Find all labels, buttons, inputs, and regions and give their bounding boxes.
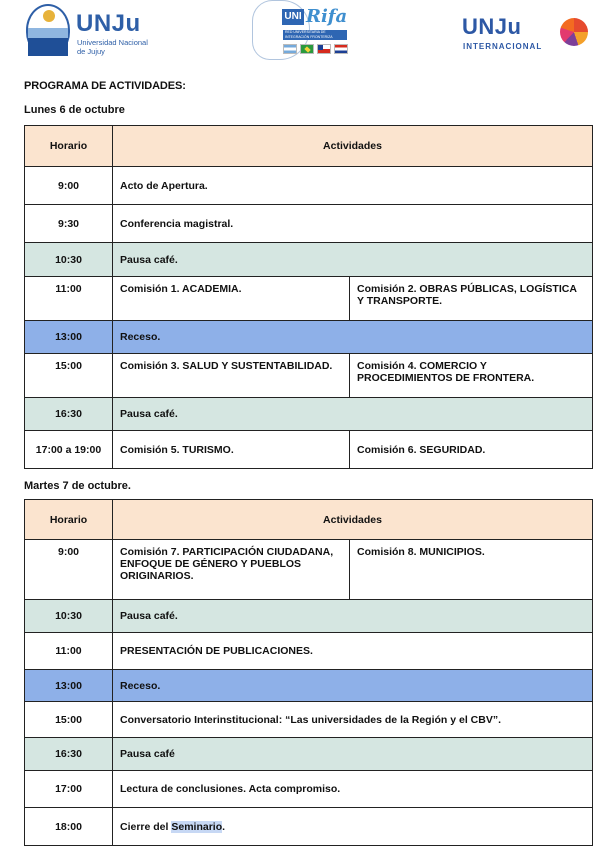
row-time: 15:00	[25, 354, 113, 398]
table-row	[25, 398, 593, 431]
table-row	[25, 702, 593, 738]
table-row	[25, 354, 593, 398]
table-row	[25, 738, 593, 771]
table-row	[25, 540, 593, 600]
row-commission-left: Comisión 3. SALUD Y SUSTENTABILIDAD.	[113, 354, 350, 398]
row-commission-left: Comisión 7. PARTICIPACIÓN CIUDADANA, ENFOQUE DE GÉNERO Y PUEBLOS ORIGINARIOS.	[113, 540, 350, 600]
table-row	[25, 321, 593, 354]
table-row	[25, 277, 593, 321]
unju-logo-subtitle: Universidad Nacional de Jujuy	[77, 38, 148, 56]
unju-logo-name: UNJu	[76, 10, 141, 37]
row-commission-right: Comisión 4. COMERCIO Y PROCEDIMIENTOS DE FRONTERA.	[350, 354, 593, 398]
table-row	[25, 243, 593, 277]
university-seal-icon	[26, 4, 70, 56]
row-activity: Pausa café.	[113, 243, 593, 277]
unju-internacional-logo	[462, 14, 590, 58]
row-time: 13:00	[25, 321, 113, 354]
header-horario: Horario	[25, 126, 113, 167]
row-activity	[113, 808, 593, 846]
unirifa-rifa-text: Rifa	[306, 6, 348, 27]
row-time: 16:30	[25, 398, 113, 431]
row-activity: PRESENTACIÓN DE PUBLICACIONES.	[113, 633, 593, 670]
internacional-logo-subtitle: INTERNACIONAL	[463, 42, 543, 51]
country-flags	[283, 44, 353, 56]
row-time: 18:00	[25, 808, 113, 846]
brazil-flag-icon	[300, 44, 314, 54]
row-activity: Pausa café.	[113, 600, 593, 633]
row-time: 9:00	[25, 167, 113, 205]
row-activity: Pausa café.	[113, 398, 593, 431]
row-time: 17:00	[25, 771, 113, 808]
unirifa-subtitle: RED UNIVERSITARIA DE INTEGRACIÓN FRONTERIZA ARGENTINA	[283, 30, 347, 40]
highlighted-seminario-text: Seminario	[171, 820, 223, 833]
unirifa-logo	[252, 0, 352, 62]
row-activity: Pausa café	[113, 738, 593, 771]
program-title: PROGRAMA DE ACTIVIDADES:	[24, 80, 186, 92]
row-commission-right: Comisión 6. SEGURIDAD.	[350, 431, 593, 469]
table-header-row	[25, 500, 593, 540]
row-time: 16:30	[25, 738, 113, 771]
day-1-schedule-table	[24, 125, 593, 469]
activity-text-post: .	[222, 820, 226, 833]
paraguay-flag-icon	[334, 44, 348, 54]
argentina-flag-icon	[283, 44, 297, 54]
row-time: 9:00	[25, 540, 113, 600]
table-row	[25, 205, 593, 243]
table-row	[25, 167, 593, 205]
row-time: 15:00	[25, 702, 113, 738]
table-row	[25, 600, 593, 633]
row-activity: Acto de Apertura.	[113, 167, 593, 205]
header-actividades: Actividades	[113, 126, 593, 167]
table-row	[25, 670, 593, 702]
row-commission-right: Comisión 8. MUNICIPIOS.	[350, 540, 593, 600]
row-time: 11:00	[25, 633, 113, 670]
row-time: 11:00	[25, 277, 113, 321]
row-commission-right: Comisión 2. OBRAS PÚBLICAS, LOGÍSTICA Y TRANSPORTE.	[350, 277, 593, 321]
row-time: 13:00	[25, 670, 113, 702]
document-header	[0, 0, 600, 66]
table-row	[25, 431, 593, 469]
table-row	[25, 633, 593, 670]
row-time: 10:30	[25, 600, 113, 633]
row-activity: Conversatorio Interinstitucional: “Las universidades de la Región y el CBV”.	[113, 702, 593, 738]
row-activity: Lectura de conclusiones. Acta compromiso.	[113, 771, 593, 808]
row-activity: Conferencia magistral.	[113, 205, 593, 243]
day-1-label: Lunes 6 de octubre	[24, 104, 125, 116]
header-horario: Horario	[25, 500, 113, 540]
row-time: 9:30	[25, 205, 113, 243]
unirifa-uni-text: UNI	[282, 9, 304, 25]
row-time: 17:00 a 19:00	[25, 431, 113, 469]
table-header-row	[25, 126, 593, 167]
activity-text-pre: Cierre del	[120, 820, 172, 833]
row-commission-left: Comisión 1. ACADEMIA.	[113, 277, 350, 321]
table-row	[25, 808, 593, 846]
globe-icon	[560, 18, 588, 46]
row-activity: Receso.	[113, 670, 593, 702]
day-2-label: Martes 7 de octubre.	[24, 480, 131, 492]
table-row	[25, 771, 593, 808]
row-time: 10:30	[25, 243, 113, 277]
internacional-logo-name: UNJu	[462, 14, 522, 39]
row-commission-left: Comisión 5. TURISMO.	[113, 431, 350, 469]
unju-logo	[26, 4, 146, 60]
day-2-schedule-table	[24, 499, 593, 846]
chile-flag-icon	[317, 44, 331, 54]
header-actividades: Actividades	[113, 500, 593, 540]
row-activity: Receso.	[113, 321, 593, 354]
